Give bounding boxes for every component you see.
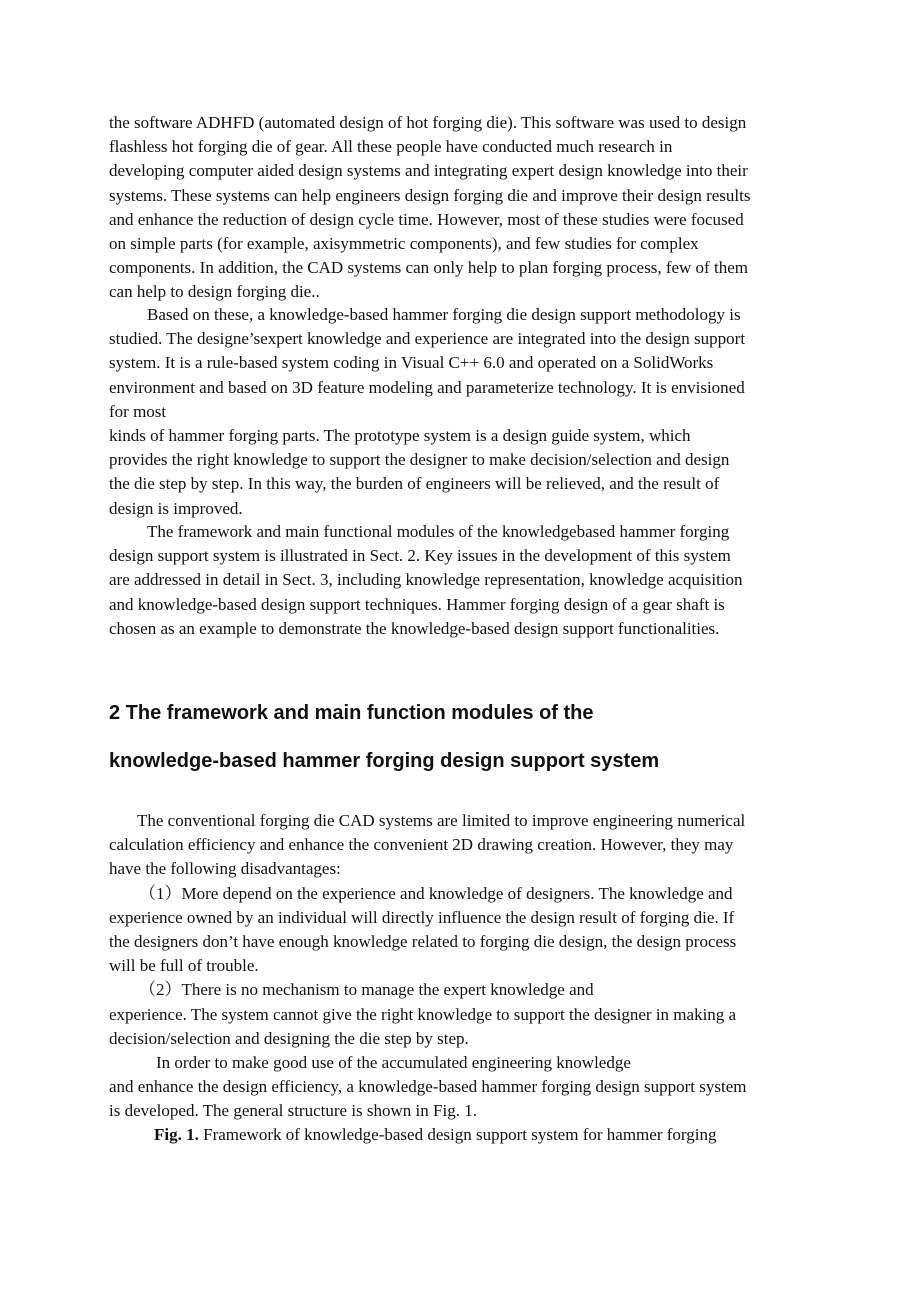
list-item: （1）More depend on the experience and knowledge of designers. The knowledge and [139,883,733,903]
paragraph-conventional-systems [109,809,819,1148]
text-line: studied. The designe’sexpert knowledge and experience are integrated into the design support [109,329,746,349]
text-line: the die step by step. In this way, the burden of engineers will be relieved, and the result of [109,474,720,494]
text-line: experience owned by an individual will directly influence the design result of forging die. If [109,907,735,927]
text-line: and enhance the design efficiency, a knowledge-based hammer forging design support system [109,1077,747,1097]
text-line: Based on these, a knowledge-based hammer forging die design support methodology is [147,305,741,324]
text-line: flashless hot forging die of gear. All these people have conducted much research in [109,137,673,157]
text-line: for most [109,401,167,421]
paragraph-intro-continued [109,111,819,305]
text-line: In order to make good use of the accumulated engineering knowledge [156,1052,631,1072]
text-line: experience. The system cannot give the right knowledge to support the designer in making a [109,1004,737,1024]
figure-caption-text: Framework of knowledge-based design support system for hammer forging [198,1125,717,1145]
text-line: have the following disadvantages: [109,859,341,879]
text-line: will be full of trouble. [109,956,259,976]
text-line: chosen as an example to demonstrate the knowledge-based design support functionalities. [109,618,720,638]
text-line: systems. These systems can help engineers design forging die and improve their design results [109,185,751,205]
text-line: the software ADHFD (automated design of hot forging die). This software was used to design [109,113,747,132]
paragraph-methodology [109,303,819,521]
figure-label: Fig. 1. [154,1125,199,1145]
text-line: is developed. The general structure is shown in Fig. 1. [109,1101,477,1121]
text-line: decision/selection and designing the die step by step. [109,1028,469,1048]
text-line: design support system is illustrated in Sect. 2. Key issues in the development of this system [109,546,731,566]
text-line: The framework and main functional modules of the knowledgebased hammer forging [147,522,730,541]
text-line: provides the right knowledge to support the designer to make decision/selection and design [109,450,730,470]
text-line: calculation efficiency and enhance the convenient 2D drawing creation. However, they may [109,835,734,855]
figure-caption [109,1123,819,1147]
section-heading-line-2: knowledge-based hammer forging design support system [109,750,660,772]
text-line: components. In addition, the CAD systems can only help to plan forging process, few of them [109,258,748,278]
text-line: are addressed in detail in Sect. 3, including knowledge representation, knowledge acquisition [109,570,743,590]
list-item: （2）There is no mechanism to manage the expert knowledge and [139,980,594,1000]
text-line: and knowledge-based design support techniques. Hammer forging design of a gear shaft is [109,594,725,614]
text-line: kinds of hammer forging parts. The prototype system is a design guide system, which [109,425,691,445]
text-line: developing computer aided design systems and integrating expert design knowledge into their [109,161,748,181]
section-heading-line-1: 2 The framework and main function modules of the [109,702,594,724]
text-line: environment and based on 3D feature modeling and parameterize technology. It is envisioned [109,377,745,397]
text-line: design is improved. [109,498,243,518]
paragraph-outline [109,520,819,641]
text-line: can help to design forging die.. [109,282,320,302]
text-line: The conventional forging die CAD systems are limited to improve engineering numerical [137,811,746,830]
text-line: system. It is a rule-based system coding in Visual C++ 6.0 and operated on a SolidWorks [109,353,714,373]
text-line: and enhance the reduction of design cycle time. However, most of these studies were focused [109,209,744,229]
text-line: on simple parts (for example, axisymmetric components), and few studies for complex [109,233,699,253]
text-line: the designers don’t have enough knowledge related to forging die design, the design process [109,931,737,951]
